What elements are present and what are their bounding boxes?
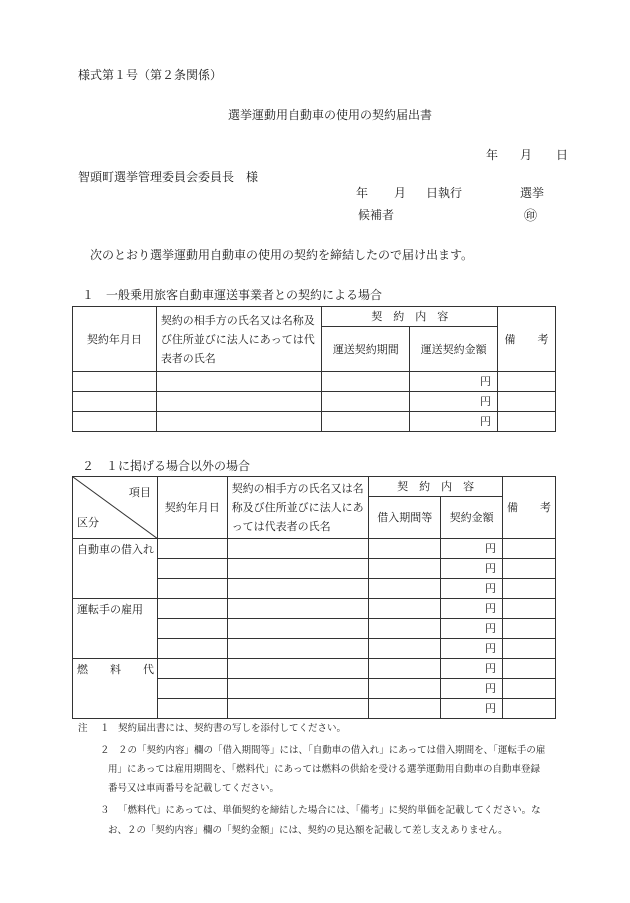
election-month: 月 [394,186,407,200]
s2-cell-date [157,539,227,559]
s1-cell-party [156,372,322,392]
s2-header-party: 契約の相手方の氏名又は名称及び住所並びに法人にあっては代表者の氏名 [227,477,369,539]
s2-cell-amount: 円 [441,599,503,619]
submission-year: 年 [486,148,499,162]
s2-header-remarks: 備 考 [503,477,556,539]
s1-cell-period [322,392,410,412]
s2-cell-date [157,599,227,619]
s2-cell-remarks [503,579,556,599]
s1-cell-amount: 円 [410,412,498,432]
s2-category-fuel: 燃 料 代 [73,659,158,719]
s2-cell-period [369,659,441,679]
s2-cell-period [369,619,441,639]
s2-cell-party [227,579,369,599]
submission-day: 日 [556,148,569,162]
s2-cell-party [227,539,369,559]
s2-cell-party [227,619,369,639]
s2-cell-party [227,679,369,699]
s2-cell-remarks [503,599,556,619]
s1-cell-remarks [498,372,556,392]
document-title: 選挙運動用自動車の使用の契約届出書 [228,108,433,122]
s2-cell-date [157,619,227,639]
note-2-line: 番号又は車両番号を記載してください。 [108,783,280,794]
s1-header-date: 契約年月日 [73,307,157,372]
section1-table [72,306,556,432]
note-2-line: ２の「契約内容」欄の「借入期間等」には、「自動車の借入れ」にあっては借入期間を、「運転手の雇 [118,745,546,756]
s2-cell-remarks [503,559,556,579]
s2-cell-period [369,539,441,559]
section2-heading: ２ １に掲げる場合以外の場合 [82,459,251,473]
s1-cell-period [322,412,410,432]
s1-header-remarks: 備 考 [498,307,556,372]
s1-cell-date [73,372,157,392]
s2-cell-date [157,679,227,699]
s2-cell-period [369,639,441,659]
s2-cell-remarks [503,679,556,699]
s2-cell-party [227,639,369,659]
section1-heading: １ 一般乗用旅客自動車運送事業者との契約による場合 [82,288,383,302]
s1-cell-amount: 円 [410,372,498,392]
note-2-number: ２ [100,745,110,756]
s1-cell-party [156,412,322,432]
notes-head: 注 [78,723,88,734]
s2-cell-remarks [503,699,556,719]
election-year: 年 [356,186,369,200]
election-exec-day: 日執行 [426,186,463,200]
candidate-label: 候補者 [358,208,395,222]
s2-header-period: 借入期間等 [369,497,441,539]
s2-header-amount: 契約金額 [441,497,503,539]
s1-cell-remarks [498,392,556,412]
s2-cell-remarks [503,639,556,659]
s2-cell-amount: 円 [441,679,503,699]
s1-header-content: 契 約 内 容 [322,307,498,327]
s2-cell-period [369,579,441,599]
form-number: 様式第１号（第２条関係） [78,68,223,82]
s2-cell-date [157,639,227,659]
s1-cell-party [156,392,322,412]
intro-text: 次のとおり選挙運動用自動車の使用の契約を締結したので届け出ます。 [90,248,474,262]
s1-cell-remarks [498,412,556,432]
s1-header-period: 運送契約期間 [322,327,410,372]
s2-cell-date [157,699,227,719]
s2-cell-date [157,579,227,599]
s2-cell-date [157,559,227,579]
s2-cell-amount: 円 [441,559,503,579]
s1-cell-amount: 円 [410,392,498,412]
s1-cell-period [322,372,410,392]
s2-cell-amount: 円 [441,639,503,659]
note-1-line: 契約届出書には、契約書の写しを添付してください。 [118,723,347,734]
s1-header-amount: 運送契約金額 [410,327,498,372]
s2-cell-remarks [503,619,556,639]
s2-cell-amount: 円 [441,539,503,559]
section2-table [72,476,556,719]
s2-cell-remarks [503,539,556,559]
s2-header-date: 契約年月日 [157,477,227,539]
note-3-line: 「燃料代」にあっては、単価契約を締結した場合には、「備考」に契約単価を記載してください。な [118,805,541,816]
s2-cell-amount: 円 [441,619,503,639]
note-3-line: お、２の「契約内容」欄の「契約金額」には、契約の見込額を記載して差し支えありません。 [108,825,508,836]
s1-cell-date [73,392,157,412]
submission-month: 月 [520,148,533,162]
note-3-number: ３ [100,805,110,816]
s1-cell-date [73,412,157,432]
note-2-line: 用」にあっては雇用期間を、「燃料代」にあっては燃料の供給を受ける選挙運動用自動車の自動車登録 [108,764,541,775]
election-type: 選挙 [520,186,545,200]
s2-cell-period [369,699,441,719]
addressee: 智頭町選挙管理委員会委員長 様 [78,170,259,184]
s2-category-vehicle-rental: 自動車の借入れ [73,539,158,599]
s2-header-item: 項目 [128,486,151,499]
note-1-number: １ [100,723,110,734]
s2-cell-period [369,599,441,619]
s2-cell-remarks [503,659,556,679]
s2-cell-period [369,559,441,579]
s2-cell-period [369,679,441,699]
s1-header-party: 契約の相手方の氏名又は名称及び住所並びに法人にあっては代表者の氏名 [156,307,322,372]
s2-header-content: 契 約 内 容 [369,477,503,497]
s2-category-driver-hire: 運転手の雇用 [73,599,158,659]
s2-header-category: 区分 [77,516,99,529]
s2-cell-amount: 円 [441,579,503,599]
s2-cell-party [227,659,369,679]
s2-cell-amount: 円 [441,699,503,719]
s2-header-diagonal [73,477,158,539]
s2-cell-date [157,659,227,679]
s2-cell-party [227,559,369,579]
seal-mark: ㊞ [524,209,538,224]
s2-cell-amount: 円 [441,659,503,679]
s2-cell-party [227,699,369,719]
s2-cell-party [227,599,369,619]
